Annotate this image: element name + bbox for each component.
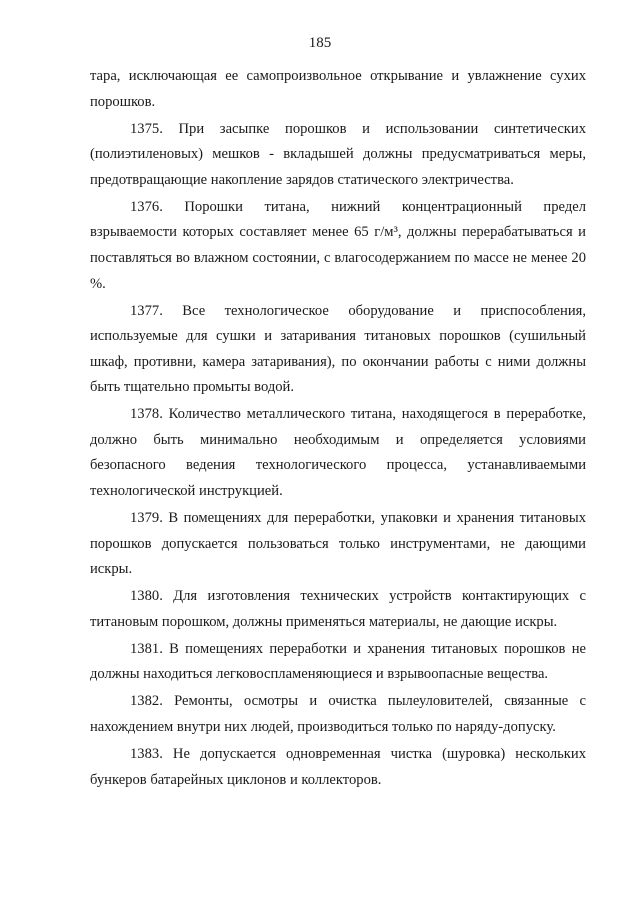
paragraph-1382: 1382. Ремонты, осмотры и очистка пылеуловителей, связанные с нахождением внутри них людей, производиться только по наряду-допуску.	[90, 693, 586, 735]
paragraph-1377: 1377. Все технологическое оборудование и приспособления, используемые для сушки и затаривания титановых порошков (сушильный шкаф, противни, камера затаривания), по окончании работы с ними должны быть тщательно промыты водой.	[90, 302, 586, 396]
paragraph-1376: 1376. Порошки титана, нижний концентрационный предел взрываемости которых составляет менее 65 г/м³, должны перерабатываться и поставляться во влажном состоянии, с влагосодержанием по массе не менее 20 %.	[90, 198, 586, 292]
paragraph-1378: 1378. Количество металлического титана, находящегося в переработке, должно быть минимально необходимым и определяется условиями безопасного ведения технологического процесса, устанавливаемыми технологической инструкцией.	[90, 406, 586, 500]
paragraph-1383: 1383. Не допускается одновременная чистка (шуровка) нескольких бункеров батарейных циклонов и коллекторов.	[90, 745, 586, 788]
document-body	[90, 64, 586, 795]
page-number: 185	[308, 35, 332, 51]
paragraph-1375: 1375. При засыпке порошков и использовании синтетических (полиэтиленовых) мешков - вкладышей должны предусматриваться меры, предотвращающие накопление зарядов статического электричества.	[90, 120, 586, 188]
paragraph-1381: 1381. В помещениях переработки и хранения титановых порошков не должны находиться легковоспламеняющиеся и взрывоопасные вещества.	[90, 640, 586, 683]
paragraph-continuation: тара, исключающая ее самопроизвольное открывание и увлажнение сухих порошков.	[90, 68, 586, 110]
paragraph-1379: 1379. В помещениях для переработки, упаковки и хранения титановых порошков допускается пользоваться только инструментами, не дающими искры.	[90, 510, 586, 578]
paragraph-1380: 1380. Для изготовления технических устройств контактирующих с титановым порошком, должны применяться материалы, не дающие искры.	[90, 588, 586, 630]
